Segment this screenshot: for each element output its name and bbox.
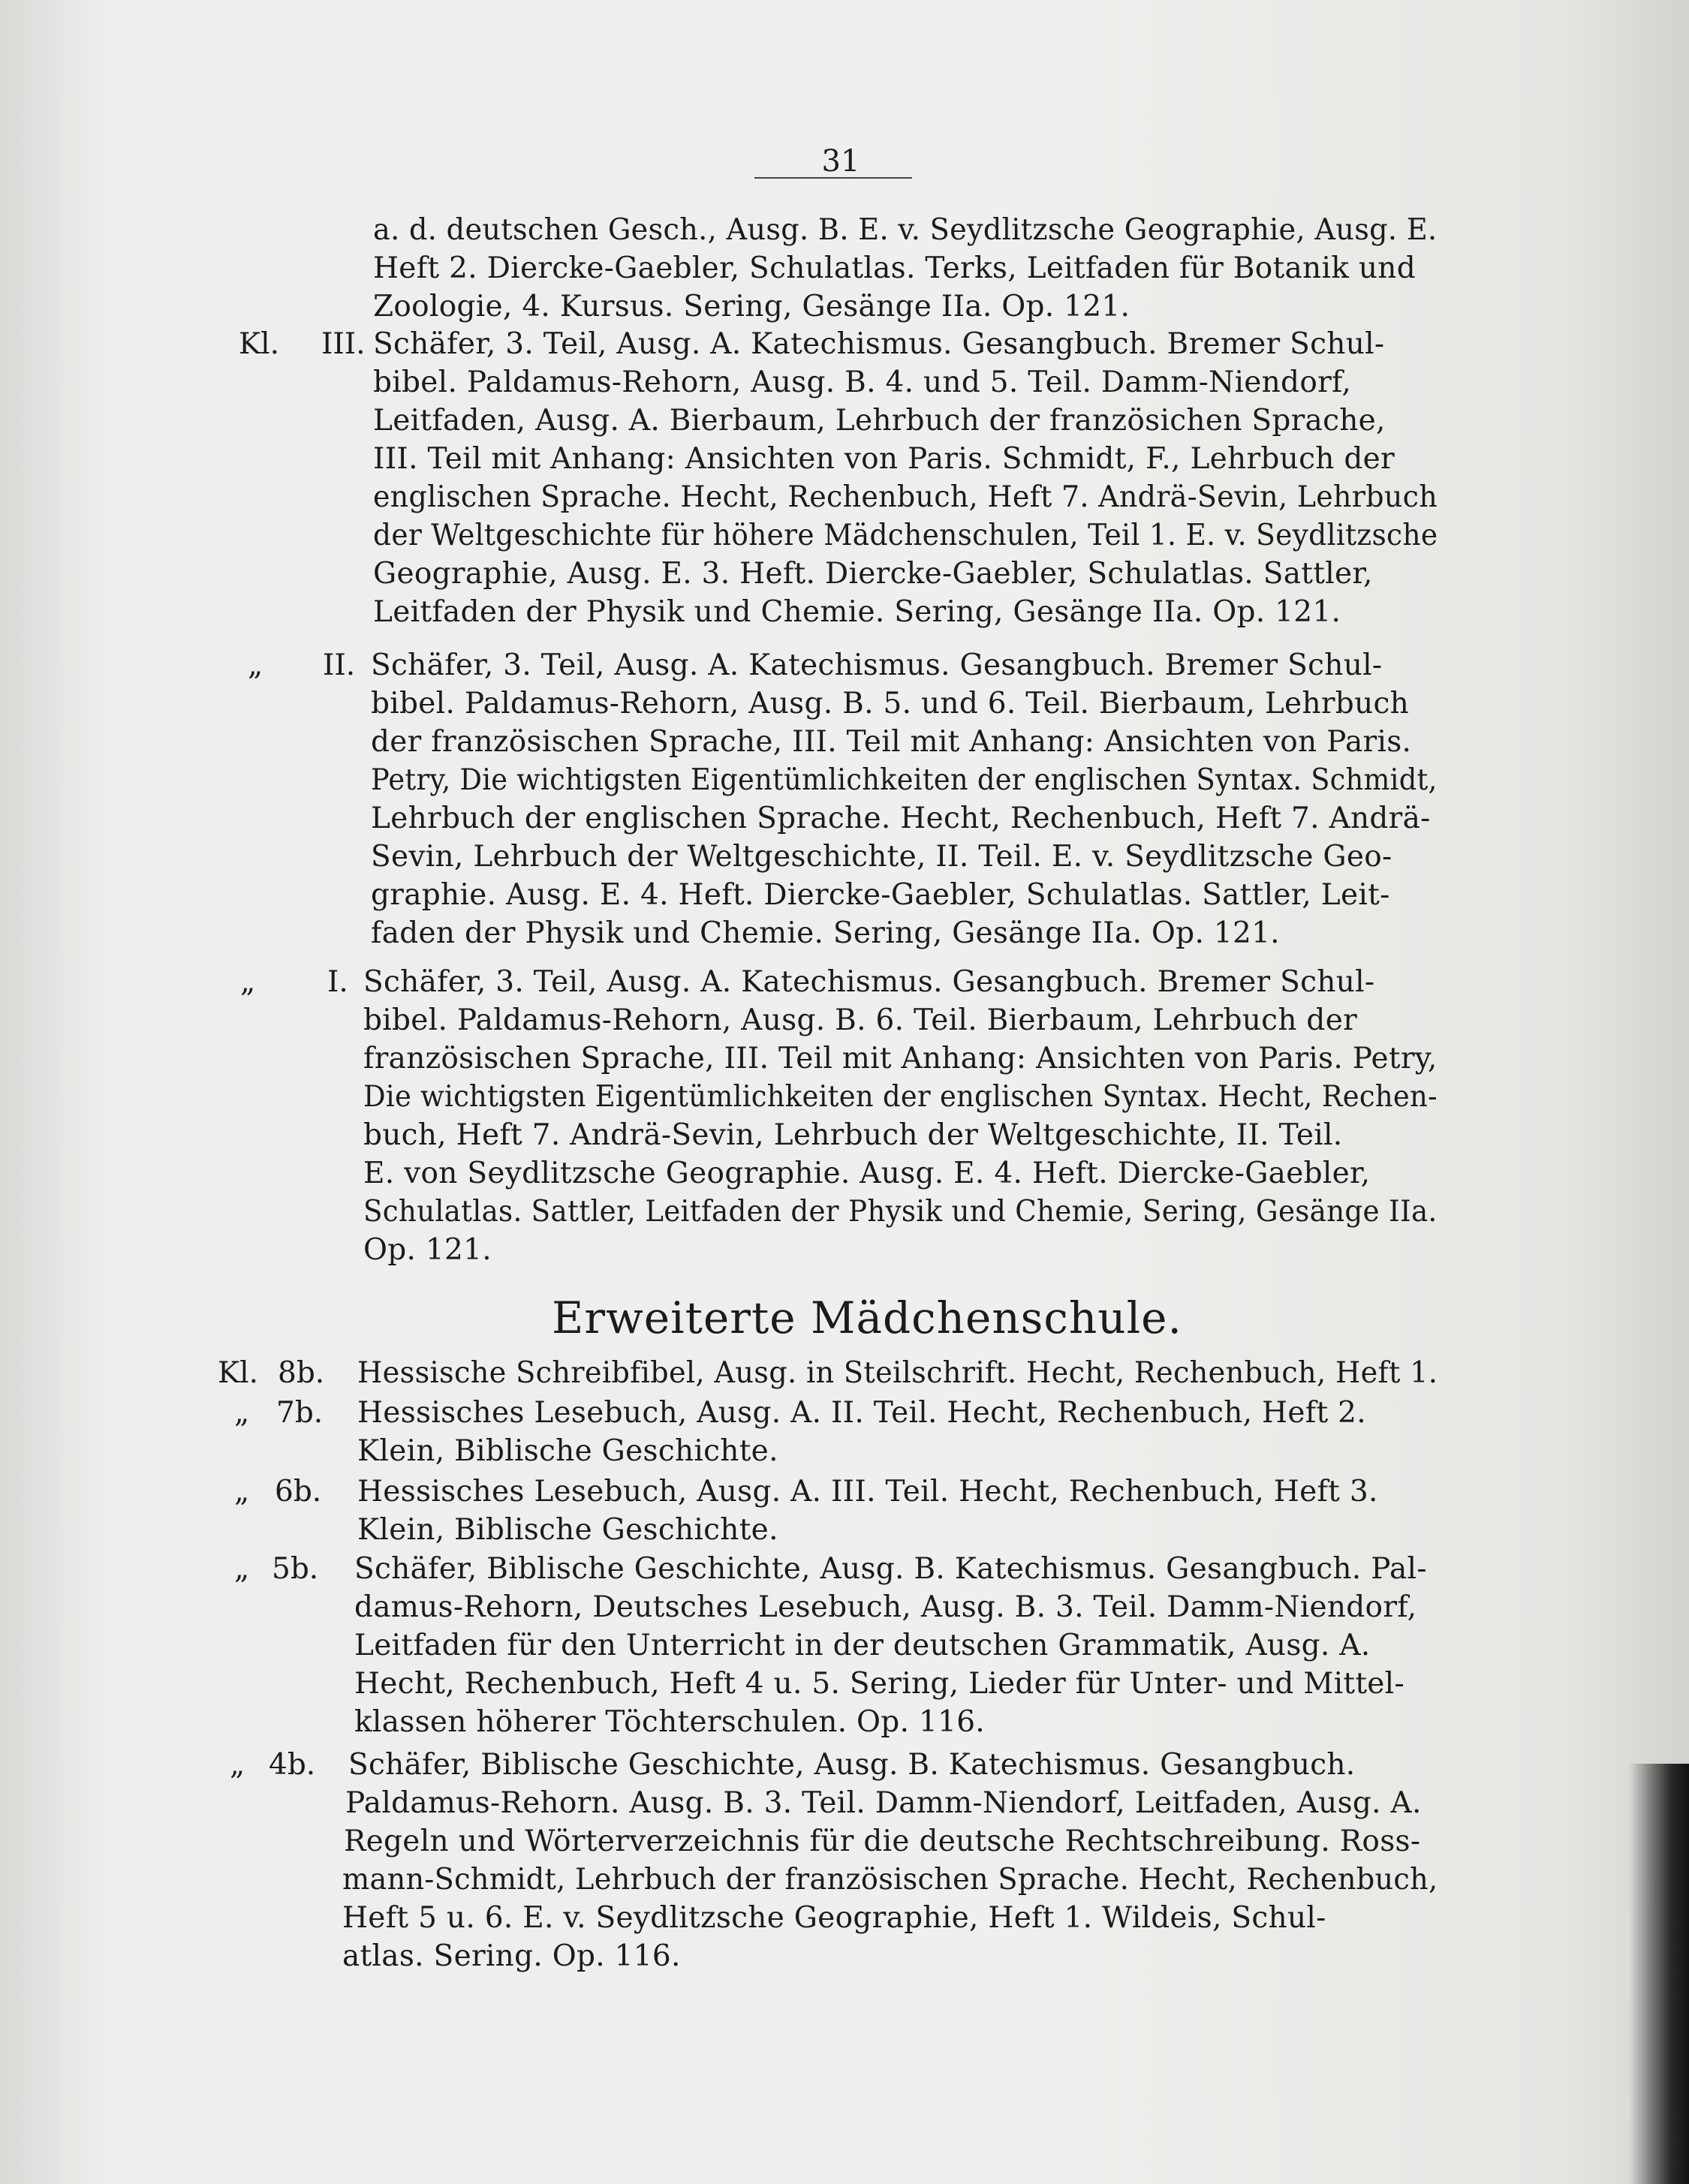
text-line: mann-Schmidt, Lehrbuch der französischen Sprache. Hecht, Rechenbuch, <box>342 1863 1438 1897</box>
class-label: 6b. <box>275 1475 322 1509</box>
text-line: bibel. Paldamus-Rehorn, Ausg. B. 4. und 5. Teil. Damm-Niendorf, <box>373 366 1352 399</box>
text-line: englischen Sprache. Hecht, Rechenbuch, Heft 7. Andrä-Sevin, Lehrbuch <box>373 480 1438 514</box>
text-line: Leitfaden, Ausg. A. Bierbaum, Lehrbuch der französichen Sprache, <box>373 404 1386 438</box>
text-line: Hessische Schreibfibel, Ausg. in Steilschrift. Hecht, Rechenbuch, Heft 1. <box>357 1356 1438 1390</box>
text-line: Hessisches Lesebuch, Ausg. A. II. Teil. Hecht, Rechenbuch, Heft 2. <box>357 1396 1366 1430</box>
text-line: Lehrbuch der englischen Sprache. Hecht, Rechenbuch, Heft 7. Andrä- <box>371 802 1431 835</box>
text-line: bibel. Paldamus-Rehorn, Ausg. B. 5. und 6. Teil. Bierbaum, Lehrbuch <box>371 687 1410 720</box>
text-line: der französischen Sprache, III. Teil mit Anhang: Ansichten von Paris. <box>371 725 1412 759</box>
class-label: I. <box>327 965 348 999</box>
class-label: 8b. <box>278 1356 325 1390</box>
text-line: damus-Rehorn, Deutsches Lesebuch, Ausg. B. 3. Teil. Damm-Niendorf, <box>354 1590 1417 1624</box>
text-line: Geographie, Ausg. E. 3. Heft. Diercke-Gaebler, Schulatlas. Sattler, <box>373 557 1373 591</box>
ditto-mark: „ <box>234 1475 250 1509</box>
text-line: Leitfaden der Physik und Chemie. Sering, Gesänge IIa. Op. 121. <box>373 595 1341 629</box>
class-marker: Kl. <box>239 327 280 361</box>
text-line: buch, Heft 7. Andrä-Sevin, Lehrbuch der Weltgeschichte, II. Teil. <box>363 1118 1343 1152</box>
class-label: 7b. <box>276 1396 324 1430</box>
text-line: Leitfaden für den Unterricht in der deutschen Grammatik, Ausg. A. <box>354 1629 1371 1662</box>
section-heading: Erweiterte Mädchenschule. <box>552 1292 1182 1343</box>
class-marker: Kl. <box>218 1356 259 1390</box>
text-line: Die wichtigsten Eigentümlichkeiten der englischen Syntax. Hecht, Rechen- <box>363 1080 1438 1114</box>
text-line: Schäfer, 3. Teil, Ausg. A. Katechismus. Gesangbuch. Bremer Schul- <box>373 327 1385 361</box>
text-line: Schäfer, Biblische Geschichte, Ausg. B. Katechismus. Gesangbuch. Pal- <box>354 1552 1427 1586</box>
text-line: Sevin, Lehrbuch der Weltgeschichte, II. Teil. E. v. Seydlitzsche Geo- <box>371 840 1392 874</box>
ditto-mark: „ <box>240 965 256 999</box>
class-label: 5b. <box>272 1552 319 1586</box>
class-label: II. <box>323 648 356 682</box>
text-line: Heft 2. Diercke-Gaebler, Schulatlas. Terks, Leitfaden für Botanik und <box>373 251 1416 285</box>
text-line: Schäfer, 3. Teil, Ausg. A. Katechismus. Gesangbuch. Bremer Schul- <box>371 648 1383 682</box>
scan-edge-shadow <box>1629 1764 1689 2184</box>
ditto-mark: „ <box>248 648 263 682</box>
text-line: französischen Sprache, III. Teil mit Anhang: Ansichten von Paris. Petry, <box>363 1042 1438 1075</box>
text-line: Schäfer, 3. Teil, Ausg. A. Katechismus. Gesangbuch. Bremer Schul- <box>363 965 1375 999</box>
ditto-mark: „ <box>230 1748 245 1782</box>
page-number: 31 <box>821 144 860 179</box>
text-line: III. Teil mit Anhang: Ansichten von Paris. Schmidt, F., Lehrbuch der <box>373 442 1395 476</box>
text-line: Hessisches Lesebuch, Ausg. A. III. Teil. Hecht, Rechenbuch, Heft 3. <box>357 1475 1378 1509</box>
text-line: faden der Physik und Chemie. Sering, Gesänge IIa. Op. 121. <box>371 916 1280 950</box>
text-line: Petry, Die wichtigsten Eigentümlichkeiten der englischen Syntax. Schmidt, <box>371 763 1438 797</box>
text-line: klassen höherer Töchterschulen. Op. 116. <box>354 1705 986 1739</box>
text-line: Klein, Biblische Geschichte. <box>357 1513 778 1547</box>
text-line: Regeln und Wörterverzeichnis für die deutsche Rechtschreibung. Ross- <box>344 1825 1421 1858</box>
class-label: III. <box>321 327 366 361</box>
text-line: Hecht, Rechenbuch, Heft 4 u. 5. Sering, Lieder für Unter- und Mittel- <box>354 1667 1404 1701</box>
text-line: E. von Seydlitzsche Geographie. Ausg. E. 4. Heft. Diercke-Gaebler, <box>363 1157 1371 1190</box>
text-line: bibel. Paldamus-Rehorn, Ausg. B. 6. Teil. Bierbaum, Lehrbuch der <box>363 1003 1358 1037</box>
ditto-mark: „ <box>234 1552 250 1586</box>
text-line: a. d. deutschen Gesch., Ausg. B. E. v. Seydlitzsche Geographie, Ausg. E. <box>373 213 1438 247</box>
page-number-rule <box>754 177 912 179</box>
class-label: 4b. <box>269 1748 316 1782</box>
text-line: graphie. Ausg. E. 4. Heft. Diercke-Gaebler, Schulatlas. Sattler, Leit- <box>371 878 1390 912</box>
ditto-mark: „ <box>234 1396 250 1430</box>
text-line: atlas. Sering. Op. 116. <box>342 1939 681 1973</box>
text-line: Schäfer, Biblische Geschichte, Ausg. B. Katechismus. Gesangbuch. <box>348 1748 1356 1782</box>
text-line: der Weltgeschichte für höhere Mädchenschulen, Teil 1. E. v. Seydlitzsche <box>373 519 1438 552</box>
text-line: Paldamus-Rehorn. Ausg. B. 3. Teil. Damm-Niendorf, Leitfaden, Ausg. A. <box>345 1786 1422 1820</box>
text-line: Zoologie, 4. Kursus. Sering, Gesänge IIa. Op. 121. <box>373 290 1131 323</box>
text-line: Klein, Biblische Geschichte. <box>357 1434 778 1468</box>
text-line: Op. 121. <box>363 1233 492 1267</box>
text-line: Schulatlas. Sattler, Leitfaden der Physik und Chemie, Sering, Gesänge IIa. <box>363 1195 1438 1229</box>
text-line: Heft 5 u. 6. E. v. Seydlitzsche Geographie, Heft 1. Wildeis, Schul- <box>342 1901 1326 1935</box>
